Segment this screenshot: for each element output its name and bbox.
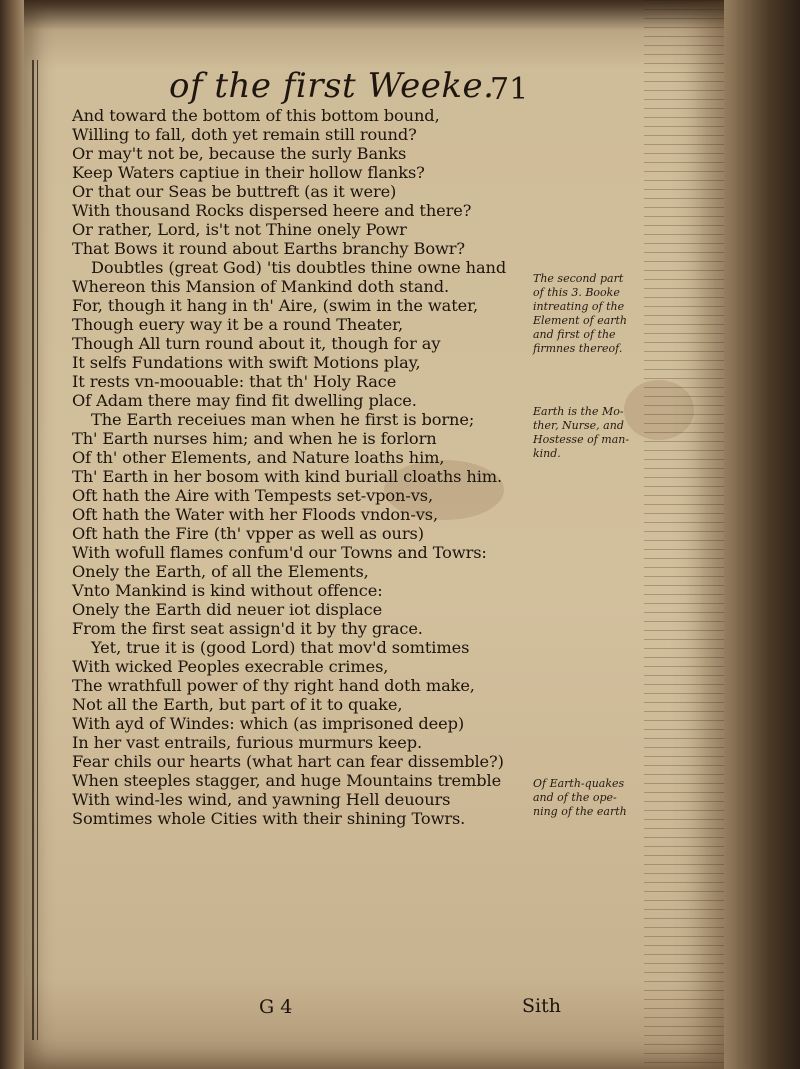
text-line: For, though it hang in th' Aire, (swim in the water, bbox=[72, 296, 479, 315]
margin-note-line: Earth is the Mo- bbox=[533, 405, 624, 418]
text-line: Though euery way it be a round Theater, bbox=[72, 315, 404, 334]
text-line: Somtimes whole Cities with their shining Towrs. bbox=[72, 809, 466, 828]
text-line: Vnto Mankind is kind without offence: bbox=[72, 581, 383, 600]
margin-note-line: Element of earth bbox=[533, 314, 628, 327]
text-line: Or may't not be, because the surly Banks bbox=[72, 144, 407, 163]
catchword: Sith bbox=[522, 995, 561, 1017]
text-line: Of Adam there may find fit dwelling place. bbox=[72, 391, 417, 410]
text-line: Oft hath the Water with her Floods vndon-vs, bbox=[72, 505, 439, 524]
margin-note-earthquakes bbox=[533, 777, 651, 819]
margin-note-line: Of Earth-quakes bbox=[533, 777, 625, 790]
text-line: From the first seat assign'd it by thy grace. bbox=[72, 619, 423, 638]
text-line: Onely the Earth, of all the Elements, bbox=[72, 562, 369, 581]
text-line: In her vast entrails, furious murmurs keep. bbox=[72, 733, 423, 752]
text-line: Onely the Earth did neuer iot displace bbox=[72, 600, 383, 619]
margin-note-line: Hostesse of man- bbox=[533, 433, 630, 446]
text-line: Though All turn round about it, though for ay bbox=[72, 334, 441, 353]
text-line: With wind-les wind, and yawning Hell deuours bbox=[72, 790, 451, 809]
text-line: Yet, true it is (good Lord) that mov'd somtimes bbox=[91, 638, 470, 657]
margin-note-line: and first of the bbox=[533, 328, 616, 341]
signature-mark: G 4 bbox=[259, 996, 293, 1018]
left-border-rule-inner bbox=[37, 60, 38, 1040]
text-line: It selfs Fundations with swift Motions play, bbox=[72, 353, 421, 372]
margin-note-line: kind. bbox=[533, 447, 561, 460]
text-line: Willing to fall, doth yet remain still round? bbox=[72, 125, 417, 144]
text-line: The wrathfull power of thy right hand doth make, bbox=[72, 676, 475, 695]
text-line: With wicked Peoples execrable crimes, bbox=[72, 657, 389, 676]
margin-note-line: ning of the earth bbox=[533, 805, 627, 818]
margin-note-line: The second part bbox=[533, 272, 624, 285]
text-line: Oft hath the Aire with Tempests set-vpon-vs, bbox=[72, 486, 434, 505]
text-line: It rests vn-moouable: that th' Holy Race bbox=[72, 372, 397, 391]
text-line: With ayd of Windes: which (as imprisoned deep) bbox=[72, 714, 465, 733]
text-line: When steeples stagger, and huge Mountains tremble bbox=[72, 771, 502, 790]
running-title: of the first Weeke. bbox=[169, 66, 495, 106]
text-line: Of th' other Elements, and Nature loaths him, bbox=[72, 448, 445, 467]
text-line: Keep Waters captiue in their hollow flanks? bbox=[72, 163, 425, 182]
text-line: Or that our Seas be buttreft (as it were) bbox=[72, 182, 397, 201]
page-edge-shadow bbox=[644, 0, 724, 1069]
margin-note-second-part bbox=[533, 272, 651, 356]
text-line: Doubtles (great God) 'tis doubtles thine owne hand bbox=[91, 258, 507, 277]
left-border-rule bbox=[32, 60, 34, 1040]
text-line: Whereon this Mansion of Mankind doth stand. bbox=[72, 277, 450, 296]
text-line: Th' Earth in her bosom with kind buriall cloaths him. bbox=[72, 467, 503, 486]
margin-note-line: firmnes thereof. bbox=[533, 342, 623, 355]
margin-note-line: of this 3. Booke bbox=[533, 286, 620, 299]
text-line: That Bows it round about Earths branchy Bowr? bbox=[72, 239, 465, 258]
text-line: Or rather, Lord, is't not Thine onely Powr bbox=[72, 220, 407, 239]
page-number: 71 bbox=[490, 72, 529, 107]
text-line: Oft hath the Fire (th' vpper as well as ours) bbox=[72, 524, 424, 543]
text-line: The Earth receiues man when he first is borne; bbox=[91, 410, 475, 429]
text-line: Fear chils our hearts (what hart can fear dissemble?) bbox=[72, 752, 504, 771]
poem-text bbox=[72, 106, 532, 828]
text-line: Th' Earth nurses him; and when he is forlorn bbox=[72, 429, 437, 448]
page-leaf bbox=[24, 0, 724, 1069]
text-line: With wofull flames confum'd our Towns and Towrs: bbox=[72, 543, 487, 562]
text-line: With thousand Rocks dispersed heere and there? bbox=[72, 201, 472, 220]
text-line: Not all the Earth, but part of it to quake, bbox=[72, 695, 403, 714]
text-line: And toward the bottom of this bottom bound, bbox=[72, 106, 440, 125]
margin-note-line: intreating of the bbox=[533, 300, 625, 313]
margin-note-line: ther, Nurse, and bbox=[533, 419, 624, 432]
margin-note-earth-mother bbox=[533, 405, 651, 461]
margin-note-line: and of the ope- bbox=[533, 791, 617, 804]
